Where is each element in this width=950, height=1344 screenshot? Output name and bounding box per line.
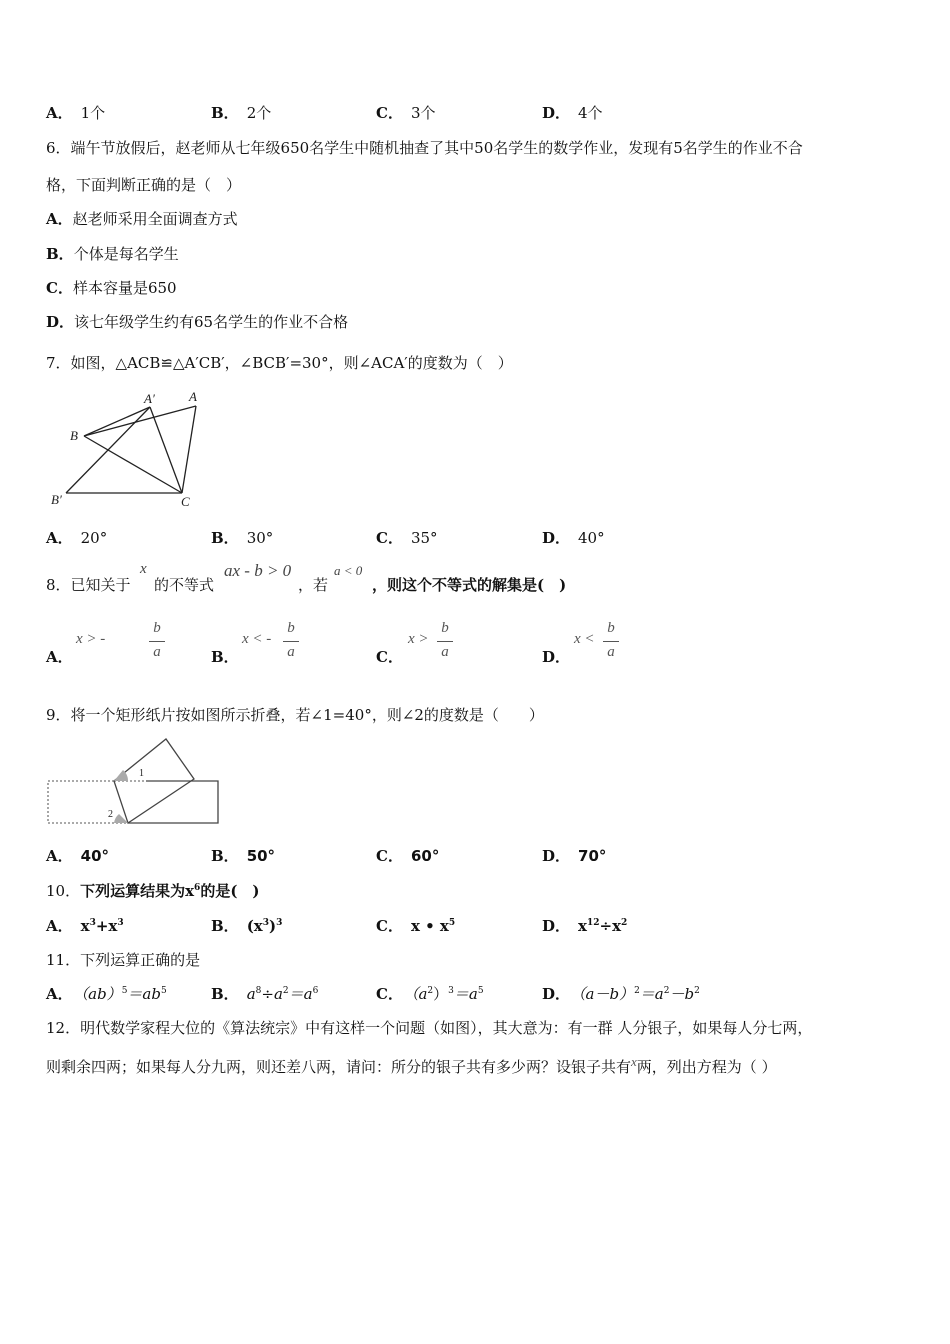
q10-option-b[interactable]: B． $(x^3)^3$ (211, 917, 283, 935)
q9-option-c[interactable]: C． 60° (376, 847, 440, 865)
q8-option-a-label[interactable]: A． (46, 648, 73, 666)
q11-stem: 11．下列运算正确的是 (46, 951, 201, 969)
q6-stem-line2: 格，下面判断正确的是（ ） (46, 176, 242, 194)
q9-option-b[interactable]: B． 50° (211, 847, 276, 865)
label-b: B (70, 428, 78, 443)
q10-option-c[interactable]: C． x • $x^5$ (376, 917, 456, 935)
q7-option-a[interactable]: A． 20° (46, 529, 108, 547)
q7-options (46, 527, 906, 549)
q8-option-d-formula[interactable]: x < b a (574, 620, 644, 668)
q9-options (46, 845, 906, 867)
q5-options (46, 102, 906, 124)
q5-option-b[interactable]: B． 2个 (211, 104, 272, 122)
line-bprime-aprime (66, 407, 150, 493)
q7-option-b[interactable]: B． 30° (211, 529, 274, 547)
angle2-label: 2 (108, 809, 113, 820)
q6-option-d[interactable]: D．该七年级学生约有65名学生的作业不合格 (46, 313, 349, 331)
q7-stem: 7．如图，△ACB≌△A′CB′，∠BCB′=30°，则∠ACA′的度数为（ ） (46, 354, 513, 372)
label-a: A (189, 389, 197, 404)
q12-stem-line1: 12．明代数学家程大位的《算法统宗》中有这样一个问题（如图），其大意为：有一群 人分银子，如果每人分七两， (46, 1019, 813, 1037)
line-b-c (84, 436, 182, 493)
q8-condition: a < 0 (334, 563, 363, 578)
q9-option-d[interactable]: D． 70° (542, 847, 607, 865)
q8-option-a-formula[interactable]: x > - b a (76, 620, 146, 668)
angle1-label: 1 (139, 768, 144, 779)
line-a-c (182, 406, 196, 493)
q5-option-d[interactable]: D． 4个 (542, 104, 603, 122)
label-a-prime: A′ (144, 391, 155, 406)
q6-stem-line1: 6．端午节放假后，赵老师从七年级650名学生中随机抽查了其中50名学生的数学作业，发现有5名学生的作业不合 (46, 139, 803, 157)
q8-option-b-label[interactable]: B． (211, 648, 239, 666)
q8-option-c-label[interactable]: C． (376, 648, 403, 666)
q10-options (46, 915, 906, 937)
label-b-prime: B′ (51, 492, 62, 507)
q7-option-d[interactable]: D． 40° (542, 529, 605, 547)
q6-option-c[interactable]: C．样本容量是650 (46, 279, 177, 297)
q12-var-x: x (631, 1054, 637, 1069)
q8-var-x: x (140, 561, 147, 577)
q8-option-c-formula[interactable]: x > b a (408, 620, 478, 668)
q6-option-a[interactable]: A．赵老师采用全面调查方式 (46, 210, 238, 228)
rectangle-outline (128, 781, 218, 823)
q11-option-d[interactable]: D． $(a-b)^2=a^2-b^2$ (542, 985, 700, 1003)
q10-stem: 10．下列运算结果为$x^6$的是( ) (46, 882, 260, 900)
q7-option-c[interactable]: C． 35° (376, 529, 438, 547)
q11-option-a[interactable]: A． $(ab)^5=ab^5$ (46, 985, 167, 1003)
q12-stem-line2: 则剩余四两；如果每人分九两，则还差八两，请问：所分的银子共有多少两？设银子共有x两，列出方程为（ ） (46, 1054, 777, 1076)
q7-triangle-figure (46, 388, 216, 513)
q10-option-a[interactable]: A． $x^3+x^3$ (46, 917, 124, 935)
line-aprime-c (150, 407, 182, 493)
q8-stem: 8．已知关于 x 的不等式 ax - b > 0 ，若 a < 0 ，则这个不等式的解集是( ) (46, 561, 567, 594)
q11-option-b[interactable]: B． $a^8\div a^2=a^6$ (211, 985, 319, 1003)
line-b-a (84, 406, 196, 436)
q6-option-b[interactable]: B．个体是每名学生 (46, 245, 179, 263)
q8-inequality: ax - b > 0 (224, 561, 292, 580)
q8-option-b-formula[interactable]: x < - b a (242, 620, 312, 668)
label-c: C (181, 494, 190, 509)
q11-options (46, 983, 906, 1005)
q11-option-c[interactable]: C． $(a^2)^3=a^5$ (376, 985, 484, 1003)
q5-option-a[interactable]: A． 1个 (46, 104, 106, 122)
q10-option-d[interactable]: D． $x^{12}\div x^2$ (542, 917, 628, 935)
q8-options (46, 620, 916, 670)
q9-folded-rectangle-figure (44, 735, 224, 830)
q5-option-c[interactable]: C． 3个 (376, 104, 436, 122)
q9-option-a[interactable]: A． 40° (46, 847, 110, 865)
q9-stem: 9．将一个矩形纸片按如图所示折叠，若∠1=40°，则∠2的度数是（ ） (46, 706, 544, 724)
q8-option-d-label[interactable]: D． (542, 648, 571, 666)
